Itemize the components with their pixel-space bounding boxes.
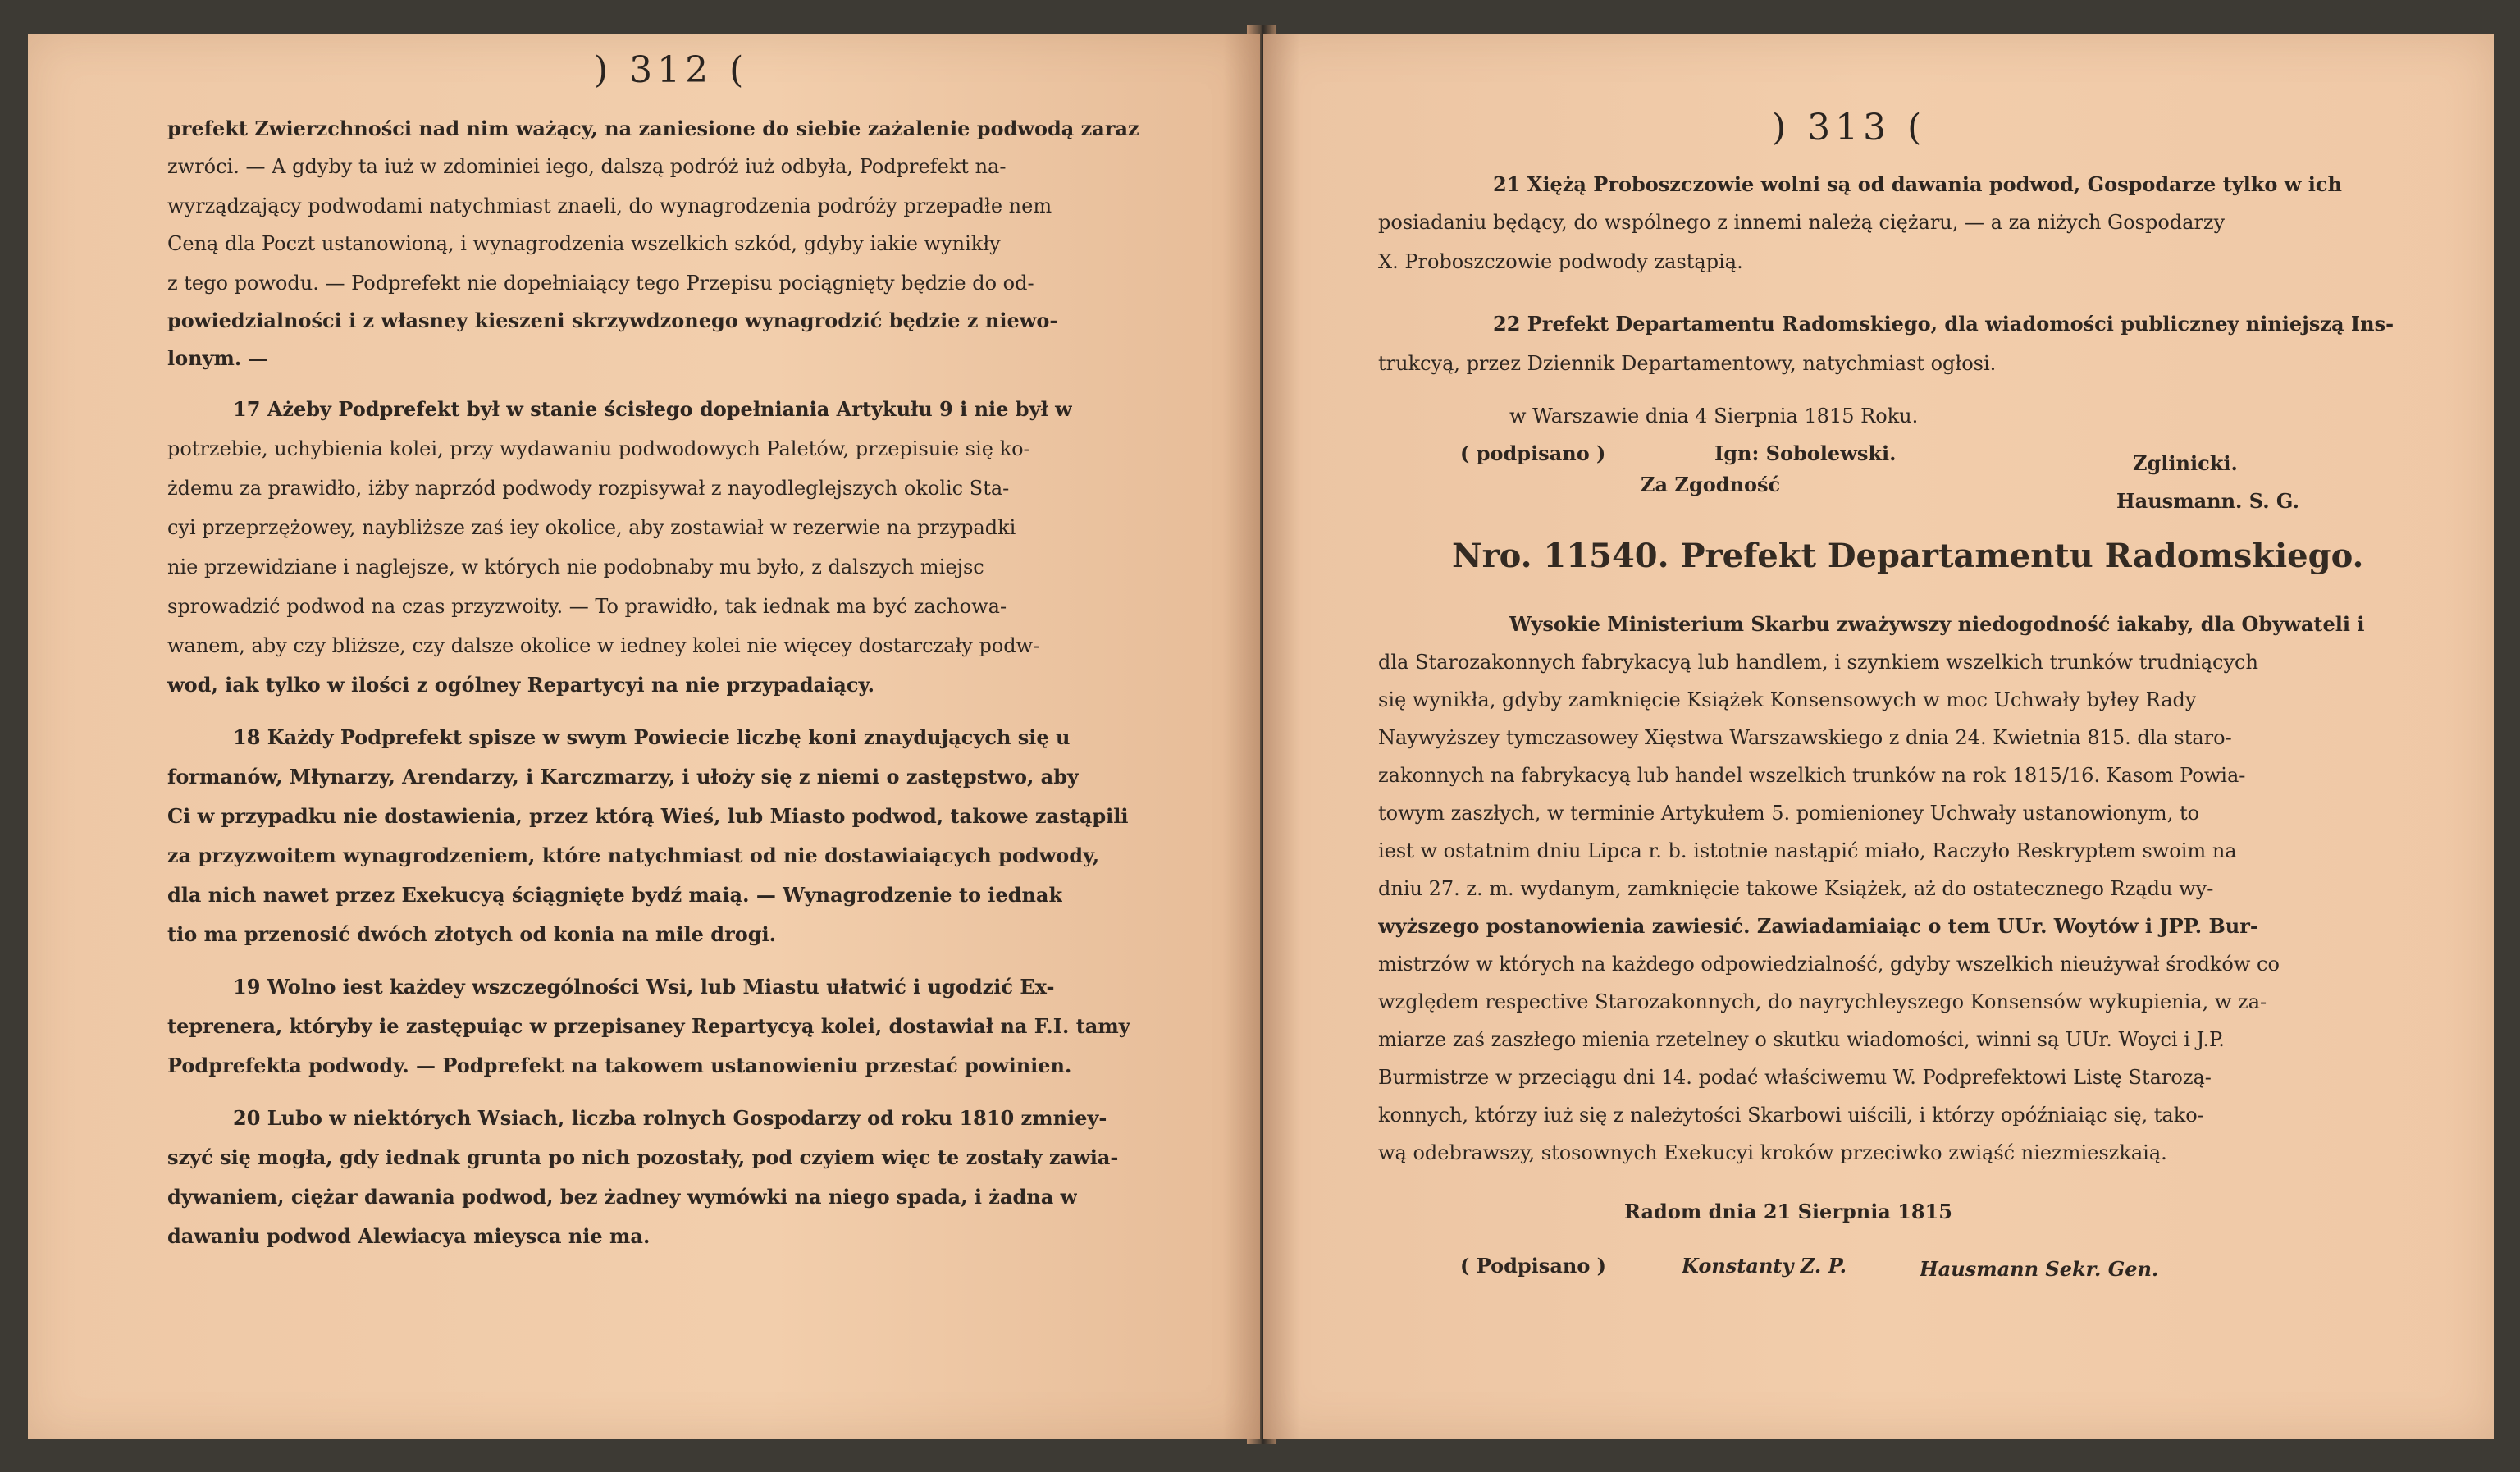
- right-page: [1263, 34, 2494, 1439]
- text-line: dla Starozakonnych fabrykacyą lub handlem, i szynkiem wszelkich trunków trudniących: [1378, 651, 2258, 674]
- text-line: 19 Wolno iest każdey wszczególności Wsi, lub Miastu ułatwić i ugodzić Ex-: [233, 975, 1055, 999]
- signatory-name: Hausmann. S. G.: [2116, 489, 2299, 513]
- text-line: cyi przeprzężowey, naybliższe zaś iey okolice, aby zostawiał w rezerwie na przypadki: [167, 516, 1016, 539]
- text-line: względem respective Starozakonnych, do nayrychleyszego Konsensów wykupienia, w za-: [1378, 990, 2267, 1013]
- text-line: 18 Każdy Podprefekt spisze w swym Powiecie liczbę koni znaydujących się u: [233, 725, 1071, 749]
- text-line: szyć się mogła, gdy iednak grunta po nich pozostały, pod czyiem więc te zostały zawia-: [167, 1145, 1119, 1169]
- text-line: zwróci. — A gdyby ta iuż w zdominiei iego, dalszą podróż iuż odbyła, Podprefekt na-: [167, 155, 1007, 178]
- text-line: iest w ostatnim dniu Lipca r. b. istotnie nastąpić miało, Raczyło Reskryptem swoim na: [1378, 839, 2237, 862]
- signature-note: ( podpisano ): [1460, 441, 1606, 465]
- text-line: Wysokie Ministerium Skarbu zważywszy niedogodność iakaby, dla Obywateli i: [1509, 612, 2365, 636]
- text-line: lonym. —: [167, 346, 268, 370]
- text-line: wod, iak tylko w ilości z ogólney Repartycyi na nie przypadaiący.: [167, 673, 875, 697]
- text-line: zakonnych na fabrykacyą lub handel wszelkich trunków na rok 1815/16. Kasom Powia-: [1378, 764, 2246, 787]
- text-line: prefekt Zwierzchności nad nim ważący, na zaniesione do siebie zażalenie podwodą zaraz: [167, 117, 1139, 140]
- text-line: powiedzialności i z własney kieszeni skrzywdzonego wynagrodzić będzie z niewo-: [167, 309, 1058, 332]
- text-line: sprowadzić podwod na czas przyzwoity. — To prawidło, tak iednak ma być zachowa-: [167, 595, 1007, 618]
- text-line: X. Proboszczowie podwody zastąpią.: [1378, 250, 1743, 273]
- text-line: towym zaszłych, w terminie Artykułem 5. pomienioney Uchwały ustanowionym, to: [1378, 802, 2200, 825]
- date-line: Radom dnia 21 Sierpnia 1815: [1624, 1200, 1953, 1223]
- text-line: konnych, którzy iuż się z należytości Skarbowi uiścili, i którzy opóźniaiąc się, tako-: [1378, 1104, 2204, 1127]
- text-line: Podprefekta podwody. — Podprefekt na takowem ustanowieniu przestać powinien.: [167, 1054, 1072, 1077]
- text-line: żdemu za prawidło, iżby naprzód podwody rozpisywał z nayodleglejszych okolic Sta-: [167, 477, 1010, 500]
- text-line: 21 Xiężą Proboszczowie wolni są od dawania podwod, Gospodarze tylko w ich: [1493, 172, 2342, 196]
- text-line: za przyzwoitem wynagrodzeniem, które natychmiast od nie dostawiaiących podwody,: [167, 843, 1100, 867]
- text-line: Naywyższey tymczasowey Xięstwa Warszawskiego z dnia 24. Kwietnia 815. dla staro-: [1378, 726, 2232, 749]
- signatory-name: Zglinicki.: [2133, 451, 2238, 475]
- text-line: dniu 27. z. m. wydanym, zamknięcie takowe Książek, aż do ostatecznego Rządu wy-: [1378, 877, 2214, 900]
- left-page: [28, 34, 1260, 1439]
- text-line: potrzebie, uchybienia kolei, przy wydawaniu podwodowych Paletów, przepisuie się ko-: [167, 437, 1030, 460]
- agreement-note: Za Zgodność: [1641, 473, 1781, 496]
- text-line: z tego powodu. — Podprefekt nie dopełniaiący tego Przepisu pociągnięty będzie do od-: [167, 272, 1034, 295]
- signatory-name: Ign: Sobolewski.: [1714, 441, 1897, 465]
- signatory-name: Konstanty Z. P.: [1682, 1254, 1847, 1278]
- text-line: miarze zaś zaszłego mienia rzetelney o skutku wiadomości, winni są UUr. Woyci i J.P.: [1378, 1028, 2225, 1051]
- text-line: wyższego postanowienia zawiesić. Zawiadamiaiąc o tem UUr. Woytów i JPP. Bur-: [1378, 914, 2258, 938]
- text-line: wanem, aby czy bliższe, czy dalsze okolice w iedney kolei nie więcey dostarczały podw-: [167, 634, 1040, 657]
- text-line: 17 Ażeby Podprefekt był w stanie ścisłego dopełniania Artykułu 9 i nie był w: [233, 397, 1072, 421]
- page-number-right: ) 313 (: [1772, 107, 1927, 149]
- text-line: trukcyą, przez Dziennik Departamentowy, natychmiast ogłosi.: [1378, 352, 1997, 375]
- signature-note: ( Podpisano ): [1460, 1254, 1607, 1278]
- text-line: formanów, Młynarzy, Arendarzy, i Karczmarzy, i ułoży się z niemi o zastępstwo, aby: [167, 765, 1079, 789]
- text-line: dla nich nawet przez Exekucyą ściągnięte bydź maią. — Wynagrodzenie to iednak: [167, 883, 1063, 907]
- text-line: w Warszawie dnia 4 Sierpnia 1815 Roku.: [1509, 405, 1919, 427]
- text-line: wą odebrawszy, stosownych Exekucyi kroków przeciwko zwiąść niezmieszkaią.: [1378, 1141, 2167, 1164]
- page-number-left: ) 312 (: [594, 49, 749, 91]
- text-line: dywaniem, ciężar dawania podwod, bez żadney wymówki na niego spada, i żadna w: [167, 1185, 1078, 1209]
- section-heading: Nro. 11540. Prefekt Departamentu Radomskiego.: [1452, 537, 2364, 575]
- text-line: Ceną dla Poczt ustanowioną, i wynagrodzenia wszelkich szkód, gdyby iakie wynikły: [167, 232, 1001, 255]
- text-line: nie przewidziane i naglejsze, w których nie podobnaby mu było, z dalszych miejsc: [167, 555, 984, 578]
- text-line: tio ma przenosić dwóch złotych od konia na mile drogi.: [167, 922, 776, 946]
- text-line: mistrzów w których na każdego odpowiedzialność, gdyby wszelkich nieużywał środków co: [1378, 953, 2280, 976]
- text-line: się wynikła, gdyby zamknięcie Książek Konsensowych w moc Uchwały byłey Rady: [1378, 688, 2197, 711]
- text-line: 22 Prefekt Departamentu Radomskiego, dla wiadomości publiczney niniejszą Ins-: [1493, 312, 2394, 336]
- signatory-name: Hausmann Sekr. Gen.: [1920, 1257, 2159, 1281]
- text-line: teprenera, któryby ie zastępuiąc w przepisaney Repartycyą kolei, dostawiał na F.I. tamy: [167, 1014, 1130, 1038]
- text-line: 20 Lubo w niektórych Wsiach, liczba rolnych Gospodarzy od roku 1810 zmniey-: [233, 1106, 1107, 1130]
- text-line: Burmistrze w przeciągu dni 14. podać właściwemu W. Podprefektowi Listę Starozą-: [1378, 1066, 2212, 1089]
- text-line: posiadaniu będący, do wspólnego z innemi należą ciężaru, — a za niżych Gospodarzy: [1378, 211, 2226, 234]
- text-line: dawaniu podwod Alewiacya mieysca nie ma.: [167, 1224, 651, 1248]
- text-line: wyrządzający podwodami natychmiast znaeli, do wynagrodzenia podróży przepadłe nem: [167, 194, 1052, 217]
- text-line: Ci w przypadku nie dostawienia, przez którą Wieś, lub Miasto podwod, takowe zastąpili: [167, 804, 1129, 828]
